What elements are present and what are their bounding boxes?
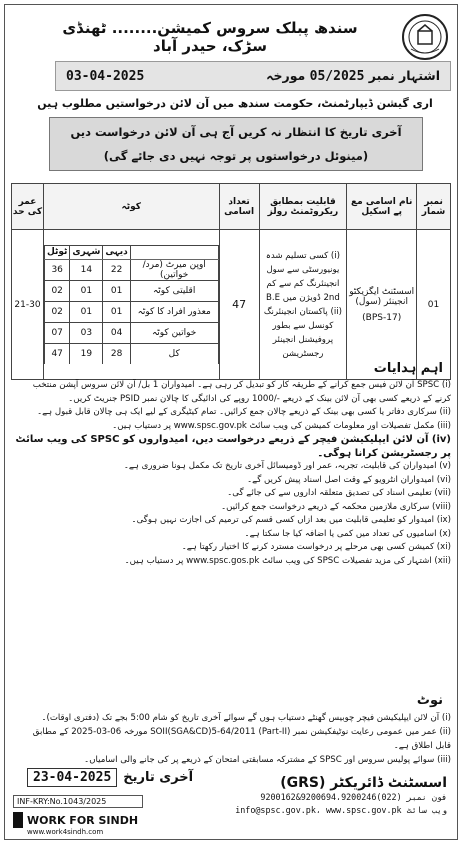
col-age: عمر کی حد bbox=[12, 184, 44, 230]
instruction-item: (xi) کمیشن کسی بھی مرحلے پر درخواست مسترد کرنے کا اختیار رکھتا ہے۔ bbox=[181, 542, 451, 552]
footer-left bbox=[13, 795, 143, 836]
quota-rural: 01 bbox=[103, 301, 130, 322]
header bbox=[5, 5, 457, 65]
table-header-row bbox=[12, 184, 451, 230]
quota-rural: 04 bbox=[103, 322, 130, 343]
phone-numbers: فون نمبر (022)9200694،9200246&9200162 bbox=[260, 792, 447, 802]
ad-label: اشتہار نمبر bbox=[368, 68, 440, 83]
col-qualification: قابلیت بمطابق ریکروٹمنٹ رولز bbox=[259, 184, 347, 230]
quota-header-row bbox=[44, 245, 218, 259]
quota-rural: 28 bbox=[103, 343, 130, 364]
post-cell bbox=[347, 230, 417, 380]
quota-row bbox=[44, 301, 218, 322]
quota-row bbox=[44, 259, 218, 280]
department-line: اری گیشن ڈیپارٹمنٹ، حکومت سندھ میں آن لائن درخواستیں مطلوب ہیں bbox=[37, 97, 433, 110]
quota-urban: 14 bbox=[70, 259, 103, 280]
quota-label: خواتین کوٹہ bbox=[130, 322, 218, 343]
instruction-item: (xii) اشتہار کی مزید تفصیلات SPSC کی ویب سائٹ www.spsc.gos.pk پر دستیاب ہیں۔ bbox=[124, 555, 451, 566]
notes-list bbox=[15, 711, 451, 767]
quota-label: کل bbox=[130, 343, 218, 364]
last-date bbox=[27, 765, 195, 789]
instruction-item: (vi) امیدواران انٹرویو کے وقت اصل اسناد پیش کریں گے۔ bbox=[247, 474, 451, 485]
quota-total: 02 bbox=[44, 280, 69, 301]
quota-rural: 01 bbox=[103, 280, 130, 301]
quota-row bbox=[44, 343, 218, 364]
work-for-sindh-brand bbox=[13, 812, 143, 828]
advertisement-page bbox=[4, 4, 458, 840]
quota-total: 02 bbox=[44, 301, 69, 322]
notes-title: نوٹ bbox=[416, 693, 443, 708]
banner-line-2: (مینوئل درخواستوں پر توجہ نہیں دی جائے گی) bbox=[103, 149, 369, 163]
serial-cell: 01 bbox=[417, 230, 451, 380]
qualification-cell: (i) کسی تسلیم شدہ یونیورسٹی سے سول انجینئرنگ کم سے کم 2nd ڈویژن میں B.E (ii) پاکستان انجینئرنگ کونسل سے بطور پروفیشنل انجینئر رجسٹریشن bbox=[259, 230, 347, 380]
quota-total: 36 bbox=[44, 259, 69, 280]
col-serial: نمبر شمار bbox=[417, 184, 451, 230]
banner-line-1: آخری تاریخ کا انتظار نہ کریں آج ہی آن لائن درخواست دیں bbox=[70, 125, 402, 139]
note-item: (iii) سوائے پولیس سروس اور SPSC کے مشترکہ مسابقتی امتحان کے ذریعے پر کی جانے والی اسامیاں۔ bbox=[84, 755, 451, 765]
instructions-title: اہم ہدایات bbox=[373, 361, 443, 376]
instruction-item: (vii) تعلیمی اسناد کی تصدیق متعلقہ اداروں سے کی جائے گی۔ bbox=[227, 488, 451, 498]
note-item: (i) آن لائن ایپلیکیشن فیچر چوبیس گھنٹے دستیاب ہوں گے سوائے آخری تاریخ کو شام 5:00 بجے تک (دفتری اوقات)۔ bbox=[41, 713, 451, 723]
post-name: اسسٹنٹ ایگزیکٹو انجینئر (سول) bbox=[349, 286, 415, 307]
footer-contact bbox=[197, 775, 447, 817]
quota-label: معذور افراد کا کوٹہ bbox=[130, 301, 218, 322]
col-vacancies: تعداد اسامی bbox=[219, 184, 259, 230]
quota-row bbox=[44, 280, 218, 301]
instruction-item: (ix) امیدوار کو تعلیمی قابلیت میں بعد ازاں کسی قسم کی ترمیم کی اجازت نہیں ہوگی۔ bbox=[131, 515, 451, 525]
org-title: سندھ پبلک سروس کمیشن........ ٹھنڈی سڑک، حیدر آباد bbox=[62, 19, 358, 55]
instructions-list bbox=[15, 379, 451, 568]
dated-label: مورخہ bbox=[266, 68, 306, 83]
instruction-item: (x) اسامیوں کی تعداد میں کمی یا اضافہ کیا جا سکتا ہے۔ bbox=[244, 528, 451, 539]
last-date-value: 23-04-2025 bbox=[27, 768, 117, 787]
instruction-item: (iv) آن لائن ایپلیکیشن فیچر کے ذریعے درخواست دیں، امیدواروں کو SPSC کی ویب سائٹ پر رجسٹریشن کرانا ہوگی۔ bbox=[15, 434, 451, 459]
col-quota: کوٹہ bbox=[43, 184, 219, 230]
posts-table bbox=[11, 183, 451, 380]
quota-urban: 03 bbox=[70, 322, 103, 343]
col-post: نام اسامی مع پے اسکیل bbox=[347, 184, 417, 230]
quota-total: 07 bbox=[44, 322, 69, 343]
vacancies-cell: 47 bbox=[219, 230, 259, 380]
quota-head-urban: شہری bbox=[70, 245, 103, 259]
quota-row bbox=[44, 322, 218, 343]
apply-online-banner bbox=[49, 117, 423, 171]
quota-urban: 01 bbox=[70, 301, 103, 322]
instruction-item: (v) امیدواران کی قابلیت، تجربہ، عمر اور ڈومیسائل آخری تاریخ تک مکمل ہونا ضروری ہے۔ bbox=[123, 461, 451, 471]
quota-urban: 19 bbox=[70, 343, 103, 364]
website-email: ویب سائٹ info@spsc.gov.pk، www.spsc.gov.pk bbox=[235, 805, 447, 815]
instruction-item: (viii) سرکاری ملازمین محکمہ کے ذریعے درخواست جمع کرائیں۔ bbox=[221, 501, 451, 512]
instruction-item: (i) SPSC آن لائن فیس جمع کرانے کے طریقہ کار کو تبدیل کر رہی ہے۔ امیدواران 1 بل/ آن لائن سروس آپشن منتخب کرنے کے ذریعے کسی بھی آن لائن بینک کے ذریعے -/1000 روپے کی ادائیگی کا چالان نمبر PSID جنریٹ کریں۔ bbox=[32, 380, 451, 404]
table-row bbox=[12, 230, 451, 380]
age-cell: 21-30 bbox=[12, 230, 44, 380]
quota-rural: 22 bbox=[103, 259, 130, 280]
quota-total: 47 bbox=[44, 343, 69, 364]
assistant-director: اسسٹنٹ ڈائریکٹر (GRS) bbox=[280, 775, 447, 791]
last-date-label: آخری تاریخ bbox=[123, 769, 194, 785]
ad-number-bar bbox=[55, 61, 451, 91]
quota-table bbox=[44, 245, 219, 365]
spsc-logo bbox=[401, 13, 449, 61]
instruction-item: (ii) سرکاری دفاتر یا کسی بھی بینک کے ذریعے چالان جمع کرائیں۔ تمام کیٹیگری کے لیے ایک ہی چالان قابل قبول ہے۔ bbox=[37, 407, 451, 417]
instruction-item: (iii) مکمل تفصیلات اور معلومات کمیشن کی ویب سائٹ www.spsc.gov.pk پر دستیاب ہیں۔ bbox=[112, 420, 451, 431]
brand-name: WORK FOR SINDH bbox=[27, 813, 139, 827]
quota-cell bbox=[43, 230, 219, 380]
quota-label: اوپن میرٹ (مرد/خواتین) bbox=[130, 259, 218, 280]
quota-label: اقلیتی کوٹہ bbox=[130, 280, 218, 301]
brand-url: www.work4sindh.com bbox=[27, 828, 104, 836]
post-bps: (BPS-17) bbox=[362, 312, 402, 323]
note-item: (ii) عمر میں عمومی رعایت نوٹیفکیشن نمبر SOII(SGA&CD)5-64/2011 (Part-II) مورخہ 06-03-2025 کے مطابق قابل اطلاق ہے۔ bbox=[32, 727, 451, 751]
ad-date: 03-04-2025 bbox=[66, 68, 145, 84]
quota-head-total: ٹوٹل bbox=[44, 245, 69, 259]
reference-number: INF-KRY:No.1043/2025 bbox=[13, 795, 143, 808]
brand-bar-icon bbox=[13, 812, 23, 828]
ad-number: 05/2025 bbox=[309, 69, 365, 84]
quota-head-rural: دیہی bbox=[103, 245, 130, 259]
quota-urban: 01 bbox=[70, 280, 103, 301]
